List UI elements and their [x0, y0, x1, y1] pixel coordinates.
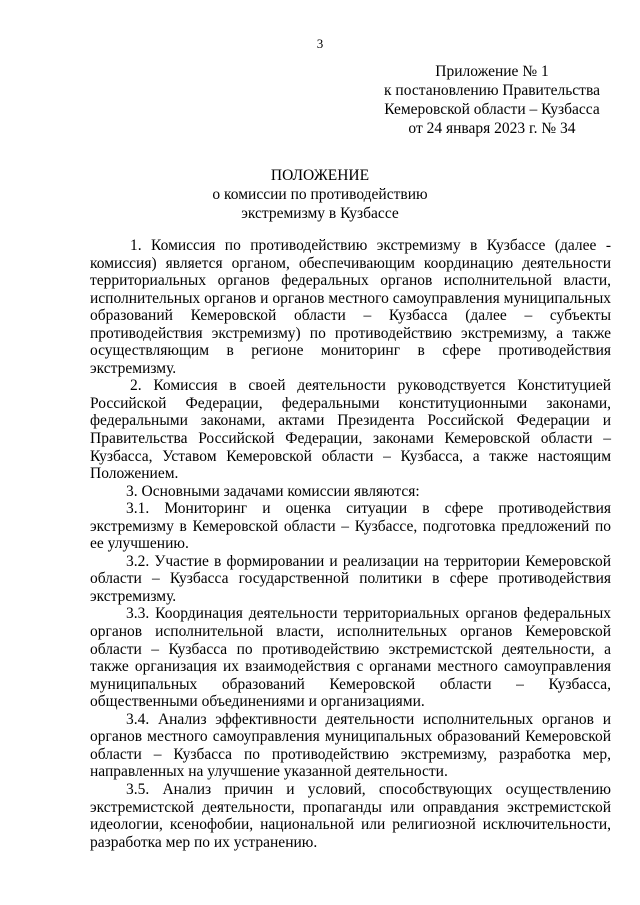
paragraph-3-4: 3.4. Анализ эффективности деятельности исполнительных органов и органов местного самоуправления муниципальных образований Кемеровской области – Кузбасса по противодействию экстремизму, разработка мер, направленных на улучшение указанной деятельности. [90, 710, 611, 781]
appendix-line-4: от 24 января 2023 г. № 34 [408, 120, 576, 137]
page-number: 3 [316, 36, 324, 51]
paragraph-3-3: 3.3. Координация деятельности территориальных органов федеральных органов исполнительной власти, исполнительных органов Кемеровской области – Кузбасса по противодействию экстремистской деятельности, а также организация их взаимодействия с органами местного самоуправления муниципальных образований Кемеровской области – Кузбасса, общественными объединениями и организациями. [90, 605, 611, 711]
paragraph-1: 1. Комиссия по противодействию экстремизму в Кузбассе (далее - комиссия) является органом, обеспечивающим координацию деятельности территориальных органов федеральных органов исполнительной власти, исполнительных органов и органов местного самоуправления муниципальных образований Кемеровской области – Кузбасса (далее – субъекты противодействия экстремизму) по противодействию экстремизму, а также осуществляющим в регионе мониторинг в сфере противодействия экстремизму. [90, 237, 611, 377]
paragraph-3-5: 3.5. Анализ причин и условий, способствующих осуществлению экстремистской деятельности, пропаганды или оправдания экстремистской идеологии, ксенофобии, национальной или религиозной исключительности, разработка мер по их устранению. [90, 780, 611, 851]
paragraph-2: 2. Комиссия в своей деятельности руководствуется Конституцией Российской Федерации, федеральными конституционными законами, федеральными законами, актами Президента Российской Федерации и Правительства Российской Федерации, законами Кемеровской области – Кузбасса, Уставом Кемеровской области – Кузбасса, а также настоящим Положением. [90, 377, 611, 483]
document-body [90, 237, 611, 851]
appendix-line-3: Кемеровской области – Кузбасса [384, 101, 600, 118]
appendix-line-2: к постановлению Правительства [384, 82, 600, 99]
paragraph-3: 3. Основными задачами комиссии являются: [126, 482, 420, 500]
document-title [0, 166, 640, 223]
title-line-3: экстремизму в Кузбассе [241, 205, 399, 222]
paragraph-3-1: 3.1. Мониторинг и оценка ситуации в сфере противодействия экстремизму в Кемеровской области – Кузбассе, подготовка предложений по ее улучшению. [90, 500, 611, 553]
title-line-1: ПОЛОЖЕНИЕ [270, 167, 370, 184]
title-line-2: о комиссии по противодействию [212, 186, 428, 203]
appendix-block [372, 62, 612, 138]
appendix-line-1: Приложение № 1 [435, 63, 549, 80]
paragraph-3-2: 3.2. Участие в формировании и реализации на территории Кемеровской области – Кузбасса государственной политики в сфере противодействия экстремизму. [90, 552, 611, 605]
